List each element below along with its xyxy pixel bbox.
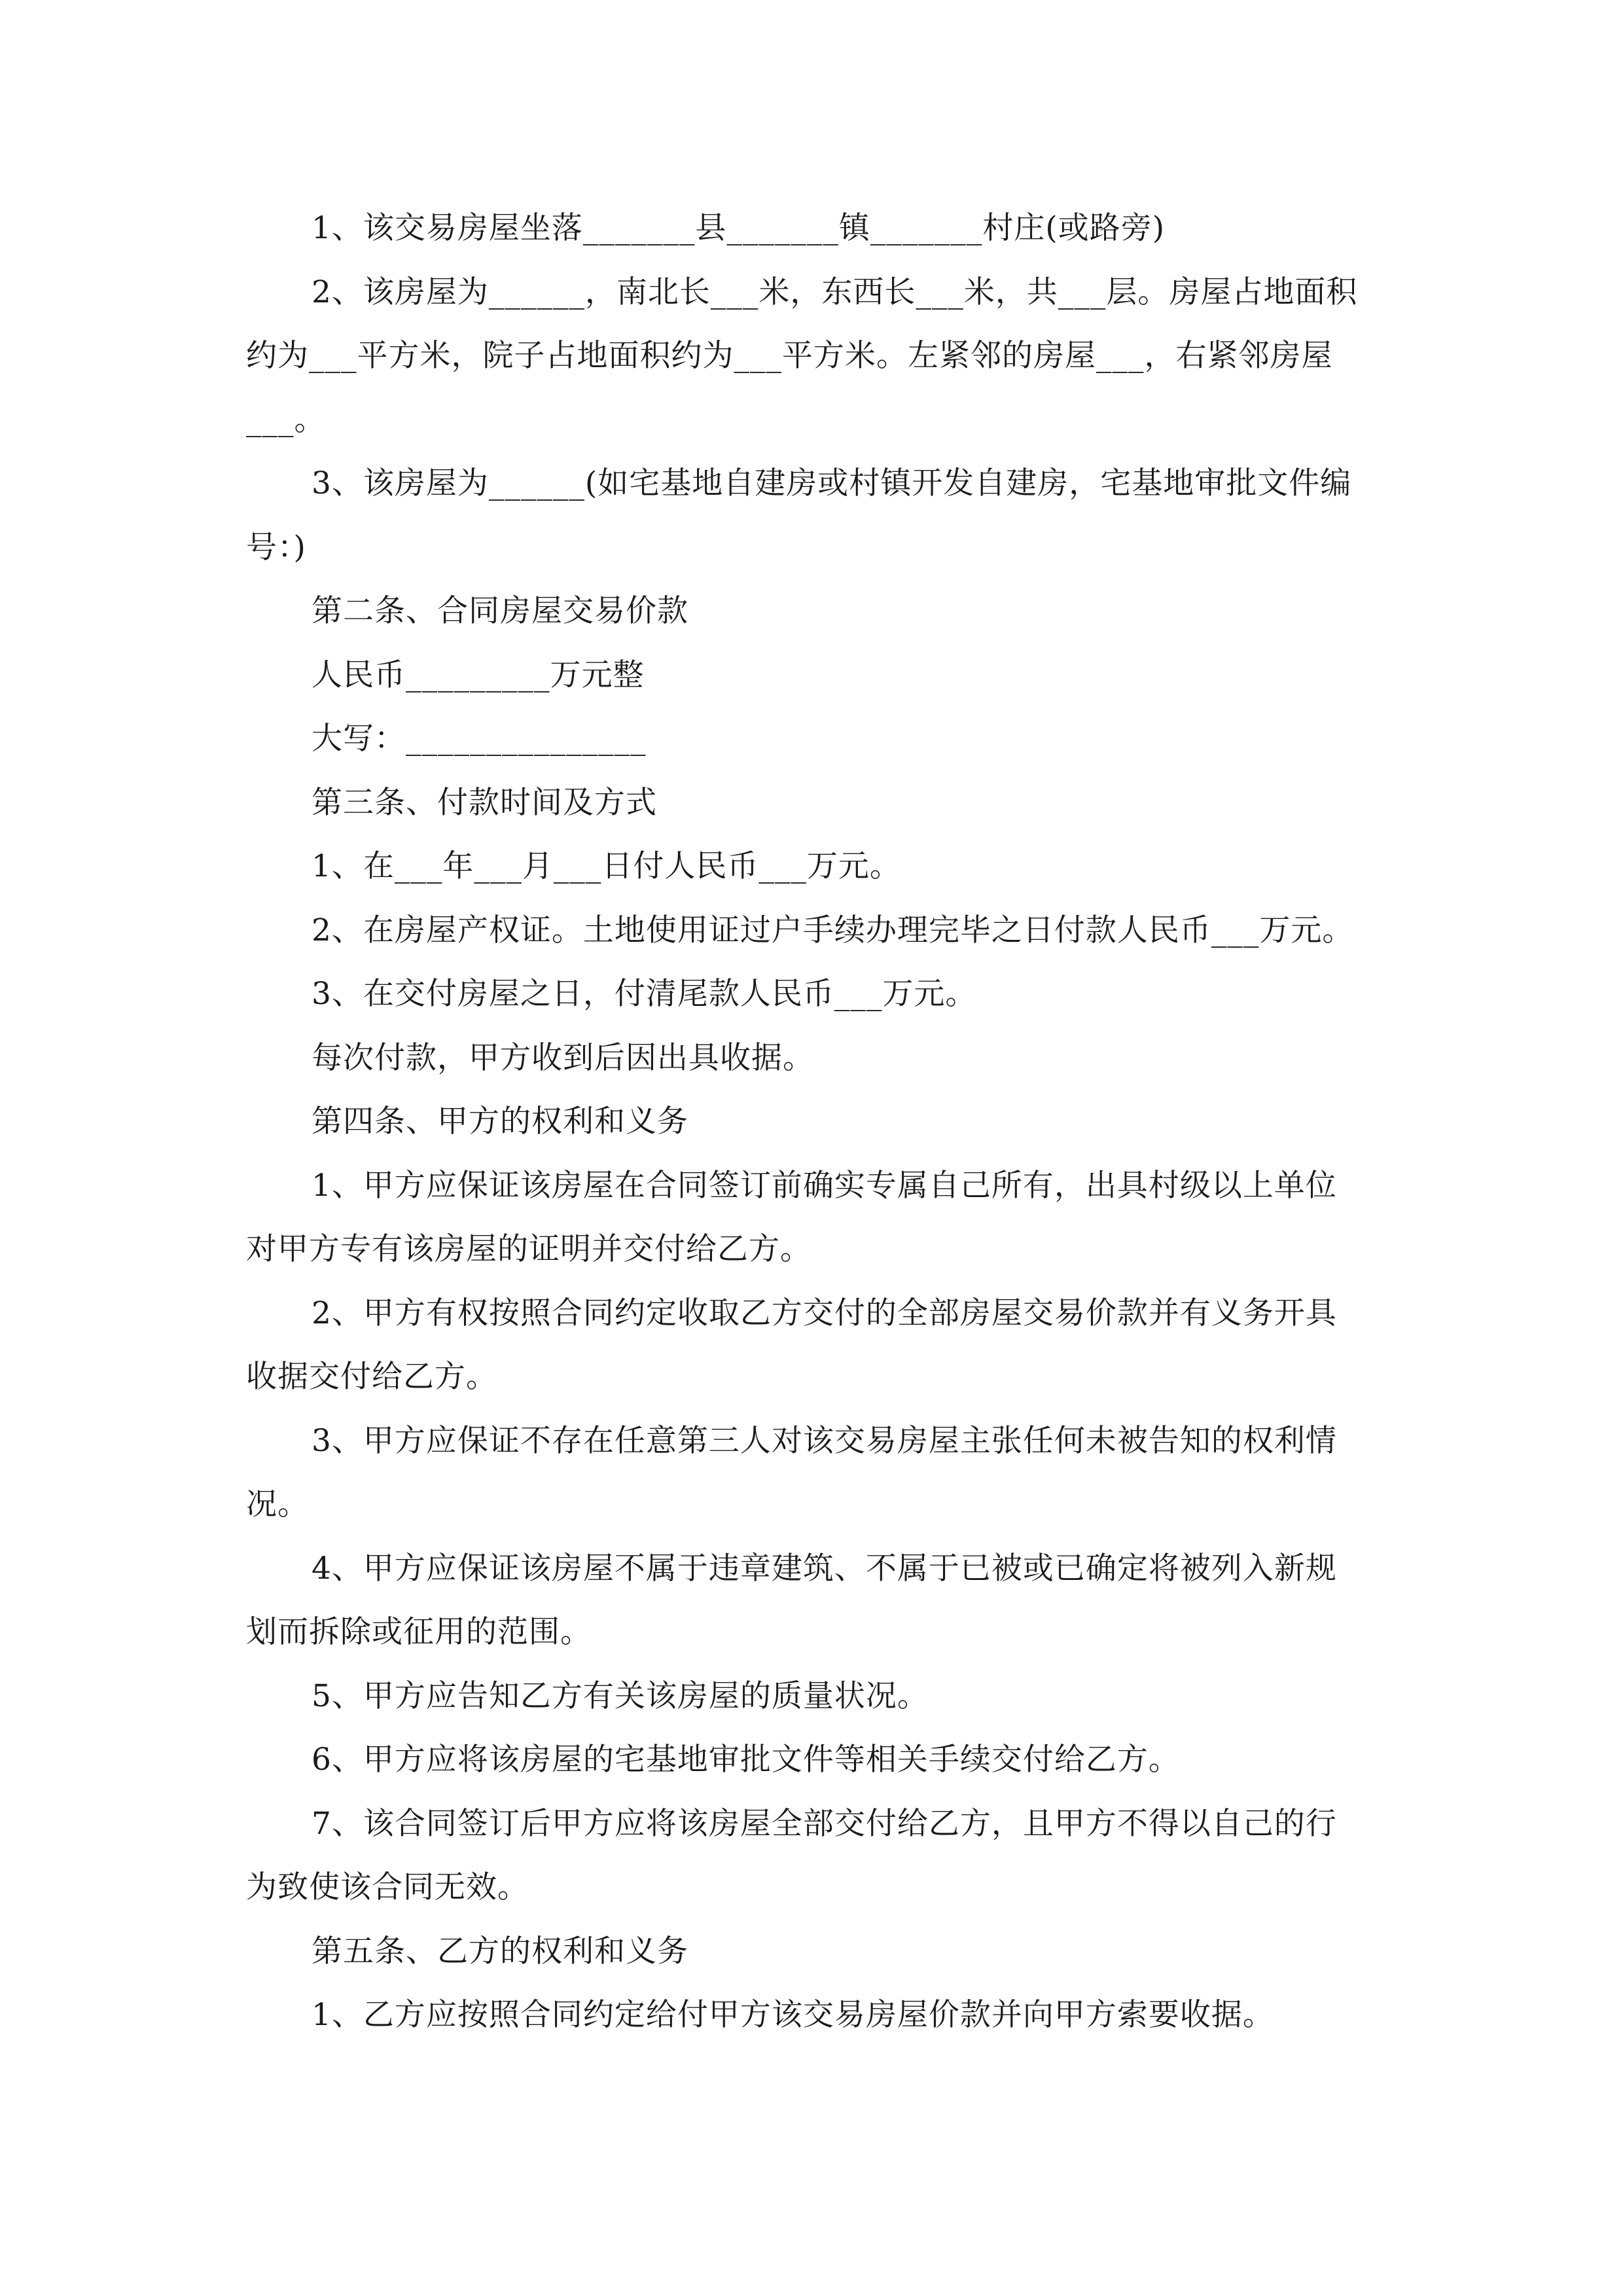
document-line: 人民币_________万元整 (312, 656, 645, 693)
document-line: 1、乙方应按照合同约定给付甲方该交易房屋价款并向甲方索要收据。 (312, 1997, 1274, 2033)
document-line: ___。 (246, 401, 326, 438)
document-line: 1、该交易房屋坐落_______县_______镇_______村庄(或路旁) (312, 210, 1166, 246)
document-line: 4、甲方应保证该房屋不属于违章建筑、不属于已被或已确定将被列入新规 (312, 1550, 1337, 1587)
section-heading: 第四条、甲方的权利和义务 (312, 1103, 688, 1139)
document-line: 2、甲方有权按照合同约定收取乙方交付的全部房屋交易价款并有义务开具 (312, 1295, 1337, 1331)
document-line: 大写：_______________ (312, 721, 647, 757)
document-body (246, 196, 1404, 2047)
document-line: 1、在___年___月___日付人民币___万元。 (312, 848, 901, 884)
document-line: 2、该房屋为______，南北长___米，东西长___米，共___层。房屋占地面积 (312, 274, 1358, 310)
document-line: 6、甲方应将该房屋的宅基地审批文件等相关手续交付给乙方。 (312, 1742, 1180, 1778)
document-line: 号：) (246, 529, 306, 565)
document-line: 3、该房屋为______(如宅基地自建房或村镇开发自建房，宅基地审批文件编 (312, 465, 1352, 501)
document-line: 每次付款，甲方收到后因出具收据。 (312, 1039, 814, 1076)
document-line: 1、甲方应保证该房屋在合同签订前确实专属自己所有，出具村级以上单位 (312, 1167, 1337, 1204)
document-line: 收据交付给乙方。 (246, 1359, 497, 1395)
document-line: 对甲方专有该房屋的证明并交付给乙方。 (246, 1231, 812, 1267)
section-heading: 第三条、付款时间及方式 (312, 784, 657, 821)
document-line: 3、在交付房屋之日，付清尾款人民币___万元。 (312, 976, 977, 1012)
document-line: 为致使该合同无效。 (246, 1869, 529, 1905)
section-heading: 第二条、合同房屋交易价款 (312, 593, 688, 629)
document-line: 5、甲方应告知乙方有关该房屋的质量状况。 (312, 1677, 929, 1714)
document-line: 3、甲方应保证不存在任意第三人对该交易房屋主张任何未被告知的权利情 (312, 1422, 1337, 1459)
document-line: 7、该合同签订后甲方应将该房屋全部交付给乙方，且甲方不得以自己的行 (312, 1805, 1337, 1842)
section-heading: 第五条、乙方的权利和义务 (312, 1933, 688, 1969)
document-line: 划而拆除或征用的范围。 (246, 1614, 592, 1650)
document-line: 况。 (246, 1486, 309, 1522)
document-line: 2、在房屋产权证。土地使用证过户手续办理完毕之日付款人民币___万元。 (312, 912, 1354, 948)
document-line: 约为___平方米，院子占地面积约为___平方米。左紧邻的房屋___，右紧邻房屋 (246, 338, 1333, 374)
